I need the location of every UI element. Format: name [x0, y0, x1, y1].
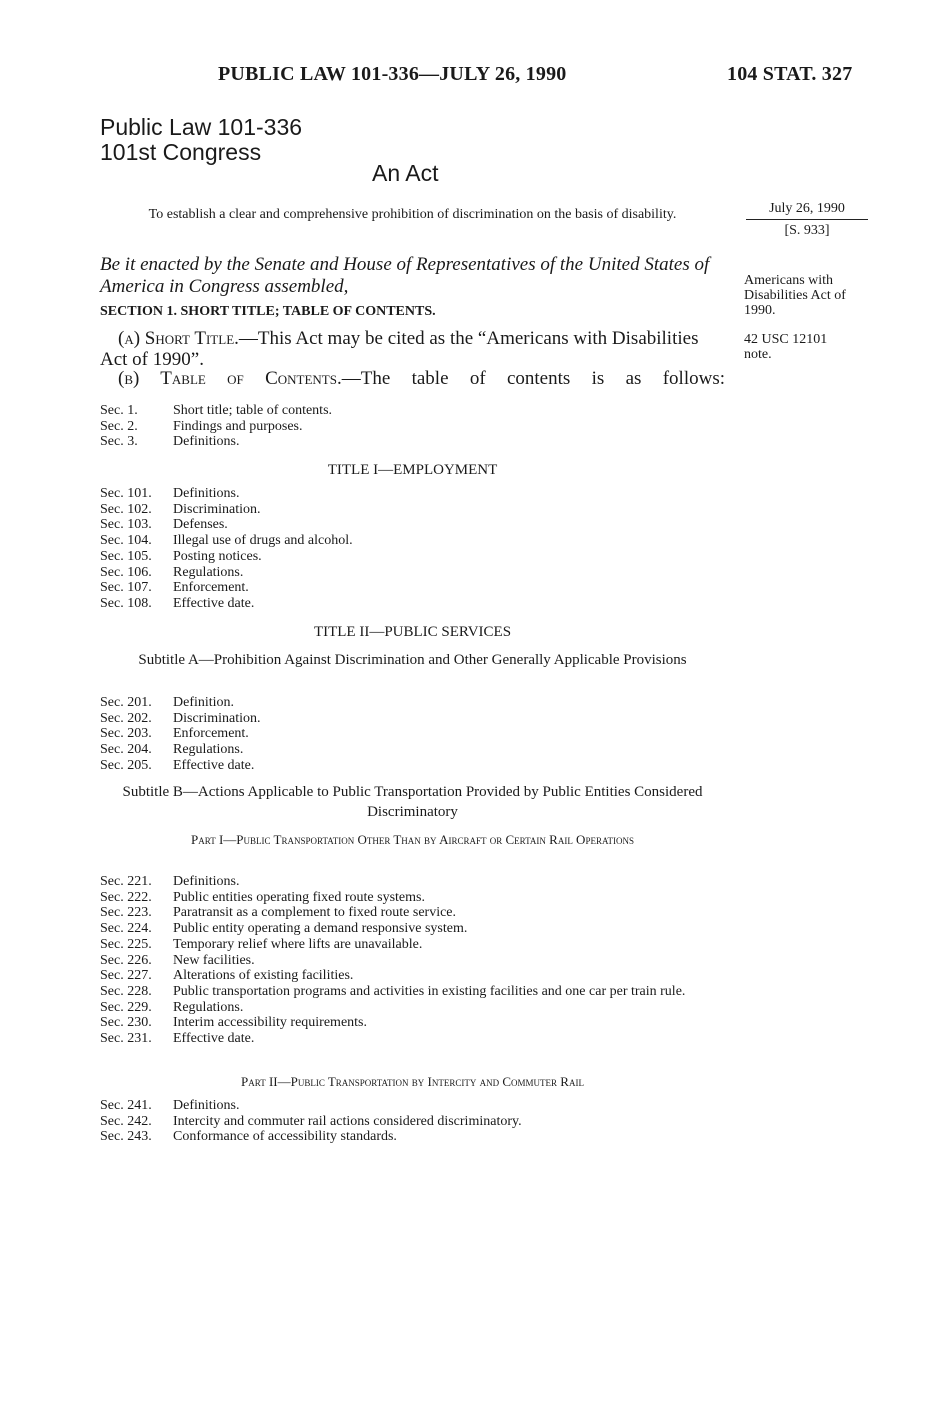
toc-entry: Sec. 242. Intercity and commuter rail actions considered discriminatory.	[100, 1113, 522, 1129]
subsection-b	[100, 368, 725, 389]
toc-entry: Sec. 201. Definition.	[100, 695, 235, 710]
toc-subtitle-a	[100, 695, 725, 774]
toc-entry: Sec. 228. Public transportation programs and activities in existing facilities and one car per train rule.	[100, 983, 686, 999]
margin-short-title: Americans with Disabilities Act of 1990.	[744, 273, 846, 318]
subtitle-a-heading: Subtitle A—Prohibition Against Discrimination and Other Generally Applicable Provisions	[138, 652, 687, 668]
toc-entry: Sec. 2. Findings and purposes.	[100, 418, 303, 434]
toc-entry: Sec. 231. Effective date.	[100, 1031, 255, 1047]
part-1-heading: Part I—Public Transportation Other Than by Aircraft or Certain Rail Operations	[191, 832, 634, 847]
subsection-b-label: (b) Table of Contents.	[118, 368, 342, 389]
an-act-heading: An Act	[372, 160, 439, 186]
congress: 101st Congress	[100, 139, 262, 165]
law-number: Public Law 101-336	[100, 114, 303, 140]
toc-entry: Sec. 108. Effective date.	[100, 595, 255, 611]
toc-entry: Sec. 230. Interim accessibility requirements.	[100, 1015, 367, 1031]
toc-entry: Sec. 102. Discrimination.	[100, 501, 261, 517]
subsection-a	[100, 328, 725, 370]
running-title: PUBLIC LAW 101-336—JULY 26, 1990	[218, 63, 567, 85]
subsection-a-text: —This Act may be cited as the “Americans with Disabilities Act of 1990”.	[100, 328, 699, 370]
toc-entry: Sec. 204. Regulations.	[100, 742, 244, 758]
section-1-heading: SECTION 1. SHORT TITLE; TABLE OF CONTENTS.	[100, 304, 436, 319]
title-1-heading: TITLE I—EMPLOYMENT	[327, 462, 498, 478]
subsection-b-text: —The table of contents is as follows:	[341, 368, 725, 389]
act-purpose: To establish a clear and comprehensive prohibition of discrimination on the basis of disability.	[148, 207, 677, 222]
stat-citation: 104 STAT. 327	[727, 63, 853, 85]
toc-entry: Sec. 224. Public entity operating a demand responsive system.	[100, 921, 468, 937]
subtitle-b-heading: Subtitle B—Actions Applicable to Public Transportation Provided by Public Entities Considered Discriminatory	[122, 784, 703, 820]
margin-usc-note: 42 USC 12101 note.	[744, 332, 828, 362]
bill-number: [S. 933]	[784, 223, 830, 238]
toc-entry: Sec. 202. Discrimination.	[100, 710, 261, 726]
subsection-a-label: (a) Short Title.	[118, 328, 239, 349]
toc-entry: Sec. 227. Alterations of existing facilities.	[100, 968, 354, 984]
toc-entry: Sec. 229. Regulations.	[100, 999, 244, 1015]
toc-entry: Sec. 3. Definitions.	[100, 434, 240, 450]
toc-entry: Sec. 241. Definitions.	[100, 1098, 240, 1113]
toc-entry: Sec. 103. Defenses.	[100, 517, 228, 533]
enactment-date: July 26, 1990	[746, 201, 868, 220]
toc-entry: Sec. 222. Public entities operating fixed route systems.	[100, 889, 425, 905]
toc-entry: Sec. 107. Enforcement.	[100, 580, 249, 596]
toc-part-1	[100, 874, 725, 1047]
toc-entry: Sec. 105. Posting notices.	[100, 548, 262, 564]
toc-general	[100, 403, 725, 450]
part-2-heading: Part II—Public Transportation by Intercity and Commuter Rail	[241, 1074, 584, 1089]
margin-date-note	[746, 201, 868, 239]
toc-entry: Sec. 221. Definitions.	[100, 874, 240, 889]
toc-entry: Sec. 106. Regulations.	[100, 564, 244, 580]
toc-entry: Sec. 223. Paratransit as a complement to fixed route service.	[100, 905, 457, 921]
toc-entry: Sec. 203. Enforcement.	[100, 726, 249, 742]
toc-entry: Sec. 104. Illegal use of drugs and alcohol.	[100, 533, 353, 549]
toc-entry: Sec. 243. Conformance of accessibility standards.	[100, 1129, 397, 1145]
toc-entry: Sec. 225. Temporary relief where lifts are unavailable.	[100, 936, 423, 952]
toc-entry: Sec. 1. Short title; table of contents.	[100, 403, 333, 418]
toc-entry: Sec. 226. New facilities.	[100, 952, 255, 968]
toc-entry: Sec. 205. Effective date.	[100, 757, 255, 773]
enacting-clause: Be it enacted by the Senate and House of Representatives of the United States of America in Congress assembled,	[100, 254, 710, 297]
title-2-heading: TITLE II—PUBLIC SERVICES	[313, 624, 512, 640]
toc-title-1	[100, 486, 725, 612]
toc-entry: Sec. 101. Definitions.	[100, 486, 240, 501]
toc-part-2	[100, 1098, 725, 1145]
